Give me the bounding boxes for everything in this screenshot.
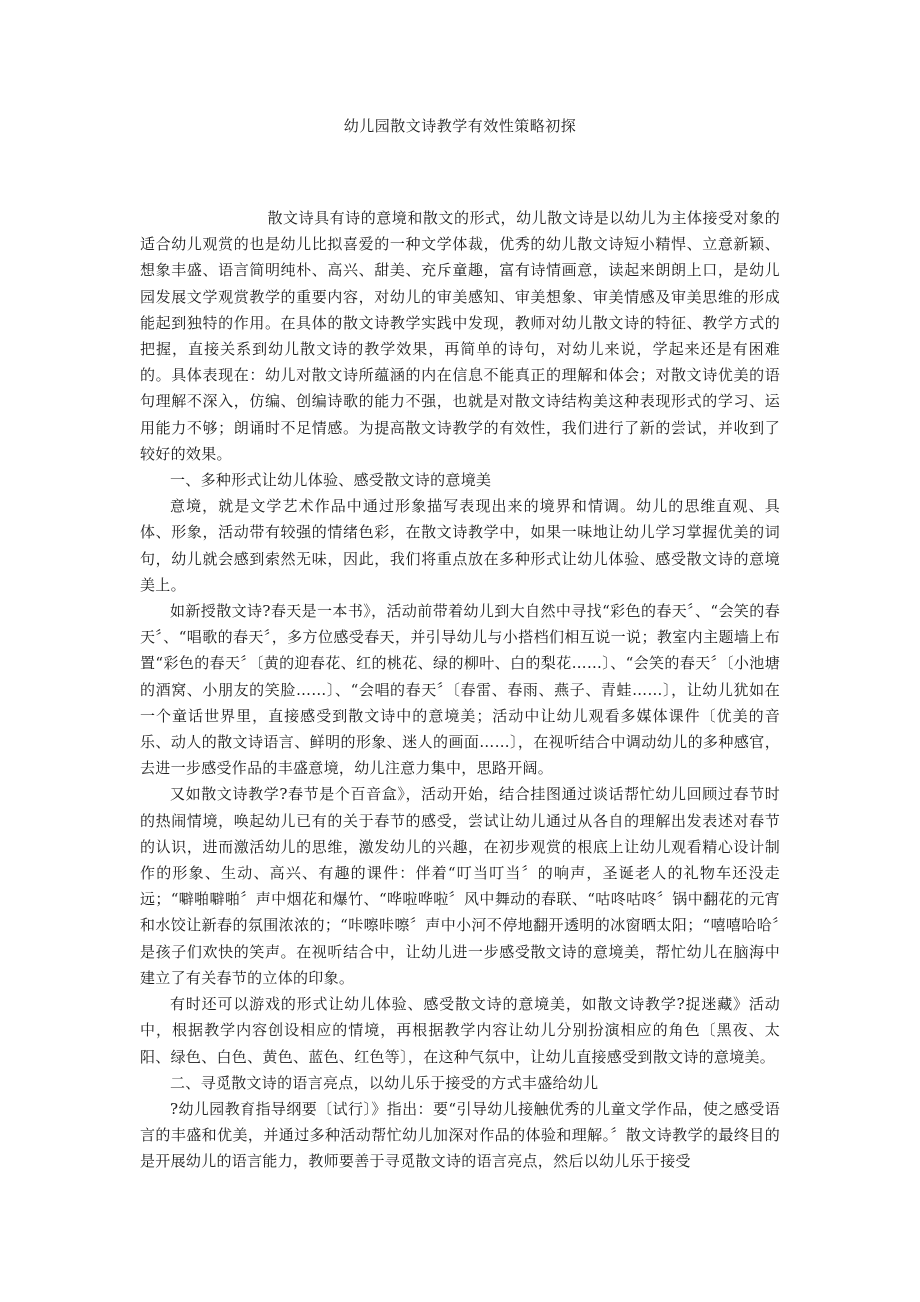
section-heading-2: 二、寻觅散文诗的语言亮点，以幼儿乐于接受的方式丰盛给幼儿 [170, 1073, 599, 1092]
document-title: 幼儿园散文诗教学有效性策略初探 [343, 117, 577, 135]
body-paragraph: 意境，就是文学艺术作品中通过形象描写表现出来的境界和情调。幼儿的思维直观、具体、形象，活动带有较强的情绪色彩，在散文诗教学中，如果一味地让幼儿学习掌握优美的词句，幼儿就会感到索然无味，因此，我们将重点放在多种形式让幼儿体验、感受散文诗的意境美上。 [140, 497, 780, 594]
body-paragraph: 又如散文诗教学?春节是个百音盒》，活动开始，结合挂图通过谈话帮忙幼儿回顾过春节时的热闹情境，唤起幼儿已有的关于春节的感受，尝试让幼儿通过从各自的理解出发表述对春节的认识，进而激活幼儿的思维，激发幼儿的兴趣，在初步观赏的根底上让幼儿观看精心设计制作的形象、生动、高兴、有趣的课件：伴着“叮当叮当〞的响声，圣诞老人的礼物车还没走远；“噼啪噼啪〞声中烟花和爆竹、“哗啦哗啦〞风中舞动的春联、“咕咚咕咚〞锅中翻花的元宵和水饺让新春的氛围浓浓的；“咔嚓咔嚓〞声中小河不停地翻开透明的冰窗晒太阳；“嘻嘻哈哈〞是孩子们欢快的笑声。在视听结合中，让幼儿进一步感受散文诗的意境美，帮忙幼儿在脑海中建立了有关春节的立体的印象。 [140, 785, 780, 987]
document-body [140, 205, 780, 1175]
intro-paragraph: 散文诗具有诗的意境和散文的形式，幼儿散文诗是以幼儿为主体接受对象的适合幼儿观赏的也是幼儿比拟喜爱的一种文学体裁，优秀的幼儿散文诗短小精悍、立意新颖、想象丰盛、语言简明纯朴、高兴、甜美、充斥童趣，富有诗情画意，读起来朗朗上口，是幼儿园发展文学观赏教学的重要内容，对幼儿的审美感知、审美想象、审美情感及审美思维的形成能起到独特的作用。在具体的散文诗教学实践中发现，教师对幼儿散文诗的特征、教学方式的把握，直接关系到幼儿散文诗的教学效果，再简单的诗句，对幼儿来说，学起来还是有困难的。具体表现在：幼儿对散文诗所蕴涵的内在信息不能真正的理解和体会；对散文诗优美的语句理解不深入，仿编、创编诗歌的能力不强，也就是对散文诗结构美这种表现形式的学习、运用能力不够；朗诵时不足情感。为提高散文诗教学的有效性，我们进行了新的尝试，并收到了较好的效果。 [140, 209, 780, 463]
body-paragraph: 有时还可以游戏的形式让幼儿体验、感受散文诗的意境美，如散文诗教学?捉迷藏》活动中，根据教学内容创设相应的情境，再根据教学内容让幼儿分别扮演相应的角色〔黑夜、太阳、绿色、白色、黄色、蓝色、红色等〕，在这种气氛中，让幼儿直接感受到散文诗的意境美。 [140, 995, 780, 1066]
body-paragraph: 如新授散文诗?春天是一本书》，活动前带着幼儿到大自然中寻找“彩色的春天〞、“会笑的春天〞、“唱歌的春天〞，多方位感受春天，并引导幼儿与小搭档们相互说一说；教室内主题墙上布置“彩色的春天〞〔黄的迎春花、红的桃花、绿的柳叶、白的梨花……〕、“会笑的春天〞〔小池塘的酒窝、小朋友的笑脸……〕、“会唱的春天〞〔春雷、春雨、燕子、青蛙……〕，让幼儿犹如在一个童话世界里，直接感受到散文诗中的意境美；活动中让幼儿观看多媒体课件〔优美的音乐、动人的散文诗语言、鲜明的形象、迷人的画面……〕，在视听结合中调动幼儿的多种感官，去进一步感受作品的丰盛意境，幼儿注意力集中，思路开阔。 [140, 602, 780, 778]
section-heading-1: 一、多种形式让幼儿体验、感受散文诗的意境美 [170, 471, 492, 490]
body-paragraph: ?幼儿园教育指导纲要〔试行〕》指出：要“引导幼儿接触优秀的儿童文学作品，使之感受语言的丰盛和优美，并通过多种活动帮忙幼儿加深对作品的体验和理解。〞散文诗教学的最终目的是开展幼儿的语言能力，教师要善于寻觅散文诗的语言亮点，然后以幼儿乐于接受 [140, 1099, 780, 1171]
